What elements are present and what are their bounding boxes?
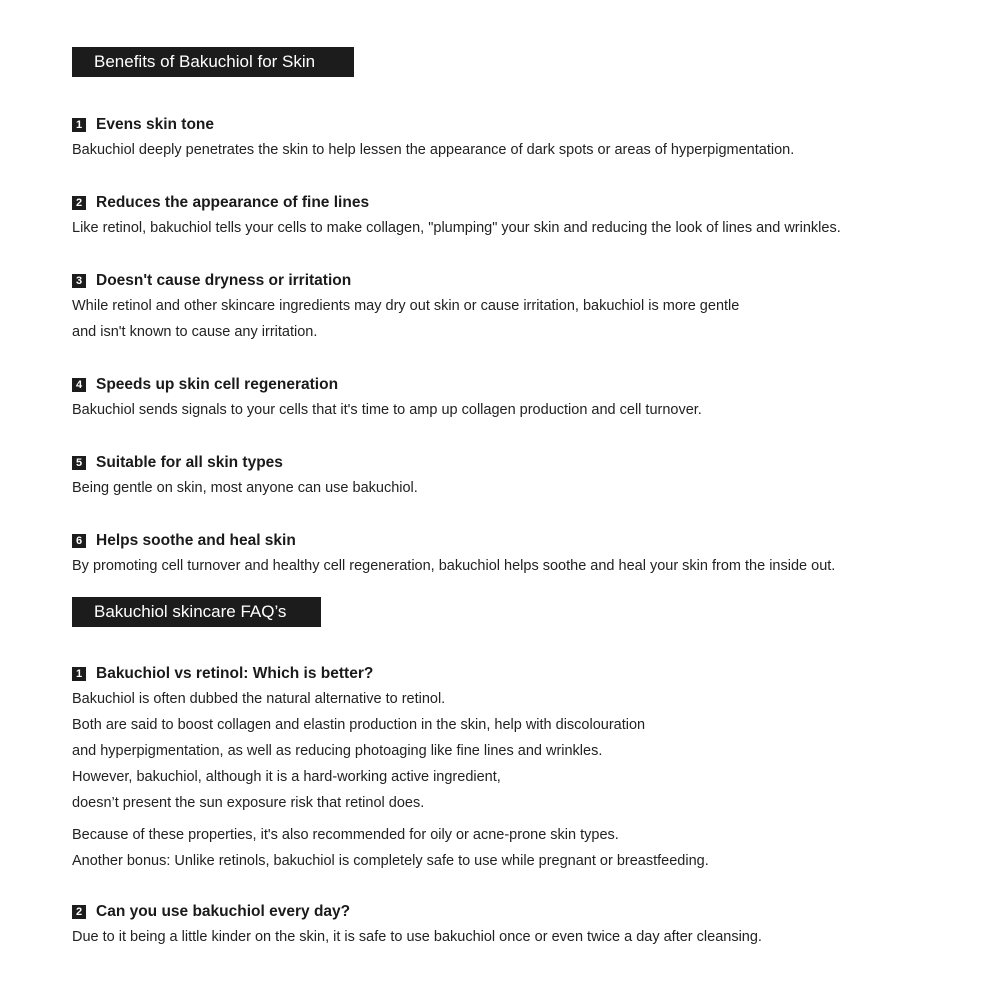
benefit-description bbox=[72, 215, 960, 241]
benefit-title bbox=[72, 113, 960, 137]
benefit-description bbox=[72, 553, 960, 579]
description-line: Like retinol, bakuchiol tells your cells to make collagen, "plumping" your skin and reducing the look of lines and wrinkles. bbox=[72, 220, 841, 236]
benefit-title-text: Suitable for all skin types bbox=[96, 454, 283, 471]
benefit-item-5 bbox=[72, 451, 960, 501]
benefits-section-header: Benefits of Bakuchiol for Skin bbox=[72, 47, 354, 77]
benefit-item-4 bbox=[72, 373, 960, 423]
description-line: While retinol and other skincare ingredients may dry out skin or cause irritation, bakuchiol is more gentle bbox=[72, 298, 740, 314]
benefit-item-1 bbox=[72, 113, 960, 163]
number-badge: 6 bbox=[72, 534, 86, 548]
benefit-item-2 bbox=[72, 191, 960, 241]
faq-question-text: Can you use bakuchiol every day? bbox=[96, 903, 351, 920]
benefit-title bbox=[72, 191, 960, 215]
number-badge: 1 bbox=[72, 118, 86, 132]
benefit-title bbox=[72, 451, 960, 475]
benefit-description bbox=[72, 293, 960, 345]
answer-line: doesn’t present the sun exposure risk that retinol does. bbox=[72, 795, 425, 811]
benefit-title bbox=[72, 269, 960, 293]
number-badge: 5 bbox=[72, 456, 86, 470]
number-badge: 4 bbox=[72, 378, 86, 392]
benefit-title-text: Doesn't cause dryness or irritation bbox=[96, 272, 352, 289]
answer-line: However, bakuchiol, although it is a hard-working active ingredient, bbox=[72, 769, 501, 785]
faq-question-text: Bakuchiol vs retinol: Which is better? bbox=[96, 665, 374, 682]
answer-line: Because of these properties, it's also recommended for oily or acne-prone skin types. bbox=[72, 827, 619, 843]
faq-question bbox=[72, 900, 960, 924]
faq-answer bbox=[72, 686, 960, 874]
description-line: By promoting cell turnover and healthy cell regeneration, bakuchiol helps soothe and heal your skin from the inside out. bbox=[72, 558, 836, 574]
number-badge: 2 bbox=[72, 905, 86, 919]
answer-line: Bakuchiol is often dubbed the natural alternative to retinol. bbox=[72, 691, 446, 707]
answer-line: and hyperpigmentation, as well as reducing photoaging like fine lines and wrinkles. bbox=[72, 743, 603, 759]
description-line: Bakuchiol sends signals to your cells that it's time to amp up collagen production and cell turnover. bbox=[72, 402, 702, 418]
description-line: Bakuchiol deeply penetrates the skin to help lessen the appearance of dark spots or areas of hyperpigmentation. bbox=[72, 142, 795, 158]
answer-line: Another bonus: Unlike retinols, bakuchiol is completely safe to use while pregnant or breastfeeding. bbox=[72, 853, 709, 869]
description-line: and isn't known to cause any irritation. bbox=[72, 324, 318, 340]
benefit-title-text: Evens skin tone bbox=[96, 116, 215, 133]
benefit-description bbox=[72, 137, 960, 163]
benefit-item-3 bbox=[72, 269, 960, 345]
number-badge: 2 bbox=[72, 196, 86, 210]
faq-item-1 bbox=[72, 662, 960, 874]
number-badge: 1 bbox=[72, 667, 86, 681]
benefit-title bbox=[72, 373, 960, 397]
answer-line: Due to it being a little kinder on the skin, it is safe to use bakuchiol once or even twice a day after cleansing. bbox=[72, 929, 762, 945]
benefit-title-text: Helps soothe and heal skin bbox=[96, 532, 296, 549]
number-badge: 3 bbox=[72, 274, 86, 288]
faq-item-2 bbox=[72, 900, 960, 950]
benefit-title bbox=[72, 529, 960, 553]
benefit-item-6 bbox=[72, 529, 960, 579]
answer-line: Both are said to boost collagen and elastin production in the skin, help with discolouration bbox=[72, 717, 646, 733]
benefit-description bbox=[72, 475, 960, 501]
benefit-title-text: Reduces the appearance of fine lines bbox=[96, 194, 370, 211]
faq-section-header: Bakuchiol skincare FAQ’s bbox=[72, 597, 321, 627]
faq-answer bbox=[72, 924, 960, 950]
faq-question bbox=[72, 662, 960, 686]
description-line: Being gentle on skin, most anyone can use bakuchiol. bbox=[72, 480, 418, 496]
benefit-title-text: Speeds up skin cell regeneration bbox=[96, 376, 339, 393]
benefit-description bbox=[72, 397, 960, 423]
